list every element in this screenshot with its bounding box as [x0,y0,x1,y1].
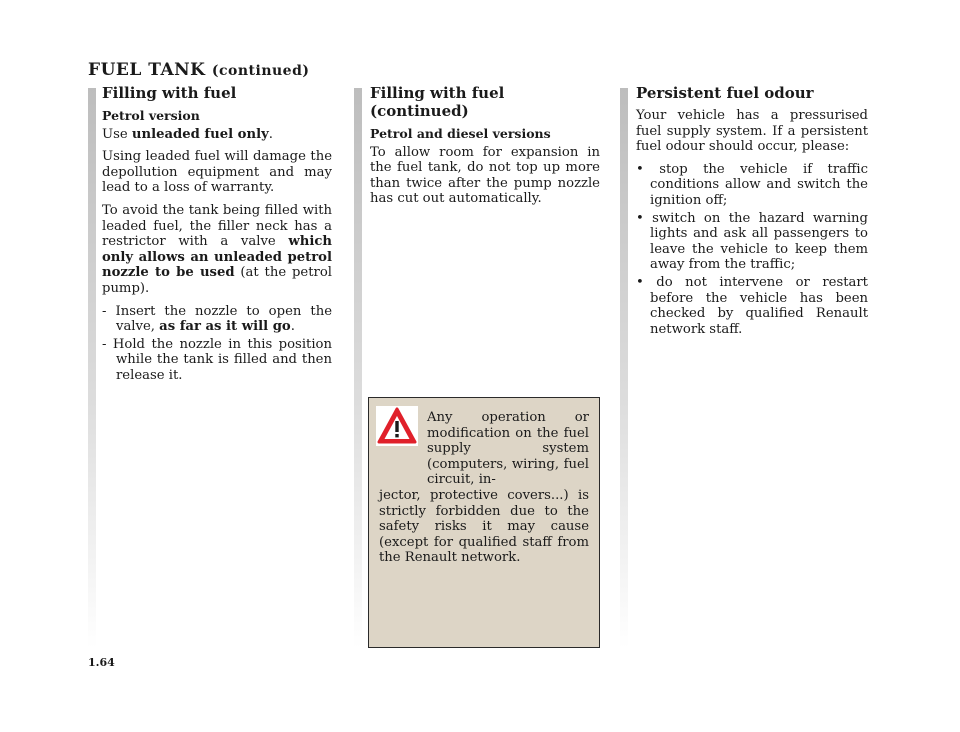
column-bar-right [620,88,628,648]
page-title-continued: (continued) [211,63,310,79]
section-heading: Filling with fuel (continued) [370,84,505,120]
list-item: • do not intervene or restart before the vehicle has been checked by qualified Renault network staff. [636,274,868,337]
paragraph-pressurised: Your vehicle has a pressurised fuel supply system. If a persistent fuel odour should occur, please: [636,108,868,155]
list-item: • stop the vehicle if traffic conditions allow and switch the ignition off; [636,161,868,208]
column-persistent-odour [636,84,868,339]
section-heading: Filling with fuel [102,84,237,102]
paragraph-unleaded: Use unleaded fuel only. [102,126,273,142]
section-subheading: Petrol version [102,108,200,123]
page-title [88,60,310,80]
paragraph-expansion: To allow room for expansion in the fuel tank, do not top up more than twice after the pump nozzle has cut out automatically. [370,144,600,207]
section-subheading: Petrol and diesel versions [370,126,551,141]
warning-triangle-icon [376,406,418,446]
list-item: - Hold the nozzle in this position while the tank is filled and then release it. [102,336,332,383]
column-bar-middle [354,88,362,648]
section-heading: Persistent fuel odour [636,84,814,102]
warning-box [368,397,600,648]
column-filling-with-fuel [102,84,332,386]
list-item: - Insert the nozzle to open the valve, as far as it will go. [102,303,332,335]
column-bar-left [88,88,96,648]
warning-text: Any operation or modification on the fuel supply system (computers, wiring, fuel circuit, in- jector, protective covers...) is strictly forbidden due to the safety risks it may cause (except for qualified staff from the Renault network. [379,410,589,566]
list-item: • switch on the hazard warning lights and ask all passengers to leave the vehicle to keep them away from the traffic; [636,210,868,273]
page-number: 1.64 [88,656,115,669]
paragraph-restrictor: To avoid the tank being filled with leaded fuel, the filler neck has a restrictor with a valve which only allows an unleaded petrol nozzle to be used (at the petrol pump). [102,202,332,296]
column-filling-continued [370,84,600,214]
page-title-main: FUEL TANK [88,60,206,80]
paragraph-leaded-damage: Using leaded fuel will damage the depollution equipment and may lead to a loss of warranty. [102,149,332,196]
